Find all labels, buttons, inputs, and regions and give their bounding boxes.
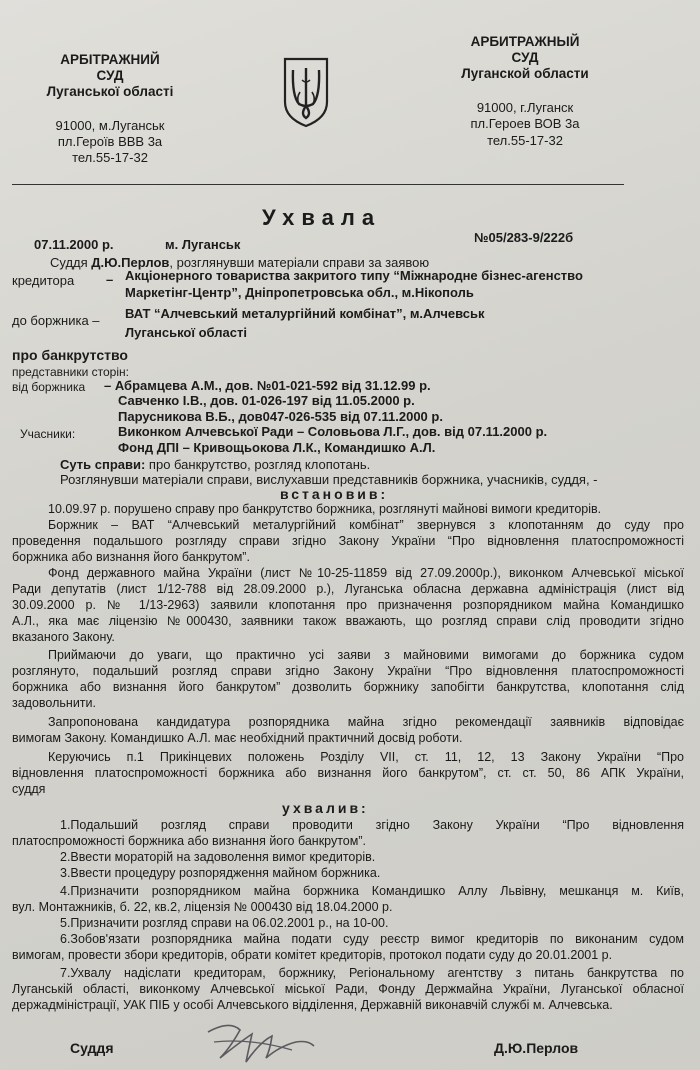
resolution-6-line2: вимогам, провести збори кредиторів, обрати комітет кредиторів, протокол подати суду до 20.01.2001 р. <box>12 948 613 962</box>
judge-name: Д.Ю.Перлов <box>91 255 170 270</box>
creditor-label: кредитора <box>12 273 75 288</box>
reviewed-statement: Розглянувши матеріали справи, вислухавши представників боржника, учасників, суддя, - <box>60 472 598 487</box>
paragraph-2-line2: проведення подальшого розгляду справи згідно Закону України “Про відновлення платоспроможності <box>12 534 684 548</box>
representative-3: Парусникова В.Б., дов047-026-535 від 07.11.2000 р. <box>118 409 443 424</box>
judge-signature-name: Д.Ю.Перлов <box>494 1040 579 1056</box>
participant-1: Виконком Алчевської Ради – Соловьова Л.Г., дов. від 07.11.2000 р. <box>118 424 548 439</box>
paragraph-3-line5: вказаного Закону. <box>12 630 115 644</box>
paragraph-3-line4: А.Л., яка має ліцензію №000430, заявники також вважають, що розгляд справи слід проводити згідно <box>12 614 684 628</box>
resolution-4-line2: вул. Монтажників, б. 22, кв.2, ліцензія № 000430 від 18.04.2000 р. <box>12 900 393 914</box>
document-date: 07.11.2000 р. <box>34 237 114 252</box>
court-name-ru-line3: Луганской области <box>461 66 589 81</box>
participants-label: Учасники: <box>20 427 76 441</box>
debtor-line2: Луганської області <box>125 325 247 340</box>
resolution-1-line1: 1.Подальший розгляд справи проводити згідно Закону України “Про відновлення <box>60 818 684 832</box>
resolution-7-line1: 7.Ухвалу надіслати кредиторам, боржнику, Регіональному агентству з питань банкрутства по <box>60 966 684 980</box>
paragraph-2-line3: боржника або визнання його банкрутом”. <box>12 550 250 564</box>
paragraph-4-line4: задовольнити. <box>12 696 96 710</box>
court-name-ru-line1: АРБИТРАЖНЫЙ <box>470 34 580 49</box>
from-debtor-label: від боржника <box>12 380 86 394</box>
resolution-6-line1: 6.Зобов'язати розпорядника майна подати суду реєстр вимог кредиторів по виконаним судом <box>60 932 684 946</box>
document-city: м. Луганськ <box>165 237 241 252</box>
resolution-1-line2: платоспроможності боржника або визнання його банкрутом”. <box>12 834 366 848</box>
court-address-ru-line1: 91000, г.Луганск <box>476 100 574 115</box>
document-title: Ухвала <box>262 205 382 230</box>
established-heading: встановив: <box>280 486 389 502</box>
court-name-ru-line2: СУД <box>511 50 539 65</box>
case-essence: Суть справи: про банкрутство, розгляд клопотань. <box>60 457 371 472</box>
paragraph-4-line3: боржника або визнання його банкрутом” дозволить боржнику запобігти банкрутства, клопотання слід <box>12 680 684 694</box>
court-address-ua-line1: 91000, м.Луганськ <box>55 118 165 133</box>
resolution-7-line2: Луганській області, виконкому Алчевської міської Ради, Фонду Держмайна України, Луганської обласної <box>12 982 684 996</box>
resolution-7-line3: держадміністрації, УАК ПІБ у особі Алчевського відділення, Державній виконавчій службі м. Алчевська. <box>12 998 613 1012</box>
creditor-line2: Маркетінг-Центр”, Дніпропетровська обл., м.Нікополь <box>125 285 474 300</box>
paragraph-1: 10.09.97 р. порушено справу про банкрутство боржника, розглянуті майнові вимоги кредиторів. <box>48 502 602 516</box>
resolution-4-line1: 4.Призначити розпорядником майна боржника Командишко Аллу Львівну, мешканця м. Київ, <box>60 884 684 898</box>
court-name-ua-line3: Луганської області <box>46 84 174 99</box>
intro-line: Суддя Д.Ю.Перлов, розглянувши матеріали справи за заявою <box>50 255 430 270</box>
court-phone-ru: тел.55-17-32 <box>487 133 563 148</box>
creditor-line1: Акціонерного товариства закритого типу “Міжнародне бізнес-агенство <box>125 268 583 283</box>
paragraph-3-line1: Фонд державного майна України (лист №10-25-11859 від 27.09.2000р.), виконком Алчевської міської <box>48 566 684 580</box>
court-address-ua-line2: пл.Героїв ВВВ 3а <box>57 134 163 149</box>
header-divider <box>12 184 624 185</box>
paragraph-6-line2: відновлення платоспроможності боржника або визнання його банкрутом”, ст. ст. 50, 86 АПК України, <box>12 766 684 780</box>
court-name-ua-line1: АРБІТРАЖНИЙ <box>60 52 160 67</box>
signature-label: Суддя <box>70 1040 114 1056</box>
representative-2: Савченко І.В., дов. 01-026-197 від 11.05.2000 р. <box>118 393 415 408</box>
case-subject: про банкрутство <box>12 347 128 363</box>
court-phone-ua: тел.55-17-32 <box>72 150 148 165</box>
court-address-ru-line2: пл.Героев ВОВ 3а <box>470 116 580 131</box>
paragraph-6-line1: Керуючись п.1 Прикінцевих положень Розділу VII, ст. 11, 12, 13 Закону України “Про <box>48 750 684 764</box>
paragraph-4-line1: Приймаючи до уваги, що практично усі заяви з майновими вимогами до боржника судом <box>48 648 684 662</box>
paragraph-3-line2: Ради депутатів (лист 1/12-788 від 28.09.2000 р.), Луганська обласна державна адміністрація (лист від <box>12 582 684 596</box>
resolution-2: 2.Ввести мораторій на задоволення вимог кредиторів. <box>60 850 376 864</box>
case-number: №05/283-9/222б <box>474 230 574 245</box>
trident-emblem-icon <box>282 56 330 128</box>
resolved-heading: ухвалив: <box>282 800 369 816</box>
paragraph-2-line1: Боржник – ВАТ “Алчевський металургійний комбінат” звернувся з клопотанням до суду про <box>48 518 684 532</box>
representatives-label: представники сторін: <box>12 365 129 379</box>
handwritten-signature <box>200 1012 320 1068</box>
resolution-3: 3.Ввести процедуру розпорядження майном боржника. <box>60 866 381 880</box>
paragraph-5-line2: вимогам Закону. Командишко А.Л. має необхідний практичний досвід роботи. <box>12 731 463 745</box>
debtor-label: до боржника – <box>12 313 100 328</box>
participant-2: Фонд ДПІ – Кривощьокова Л.К., Командишко А.Л. <box>118 440 436 455</box>
resolution-5: 5.Призначити розгляд справи на 06.02.2001 р., на 10-00. <box>60 916 389 930</box>
debtor-line1: ВАТ “Алчевський металургійний комбінат”, м.Алчевськ <box>125 306 485 321</box>
court-name-ua-line2: СУД <box>96 68 124 83</box>
paragraph-6-line3: суддя <box>12 782 46 796</box>
creditor-dash: – <box>106 272 114 287</box>
paragraph-4-line2: розглянуто, подальший розгляд справи згідно Закону України “Про відновлення платоспроможності <box>12 664 684 678</box>
paragraph-3-line3: 30.09.2000 р. № 1/13-2963) заявили клопотання про призначення розпорядником майна Командишко <box>12 598 684 612</box>
representative-1: – Абрамцева А.М., дов. №01-021-592 від 31.12.99 р. <box>104 378 431 393</box>
paragraph-5-line1: Запропонована кандидатура розпорядника майна згідно рекомендації заявників відповідає <box>48 715 684 729</box>
